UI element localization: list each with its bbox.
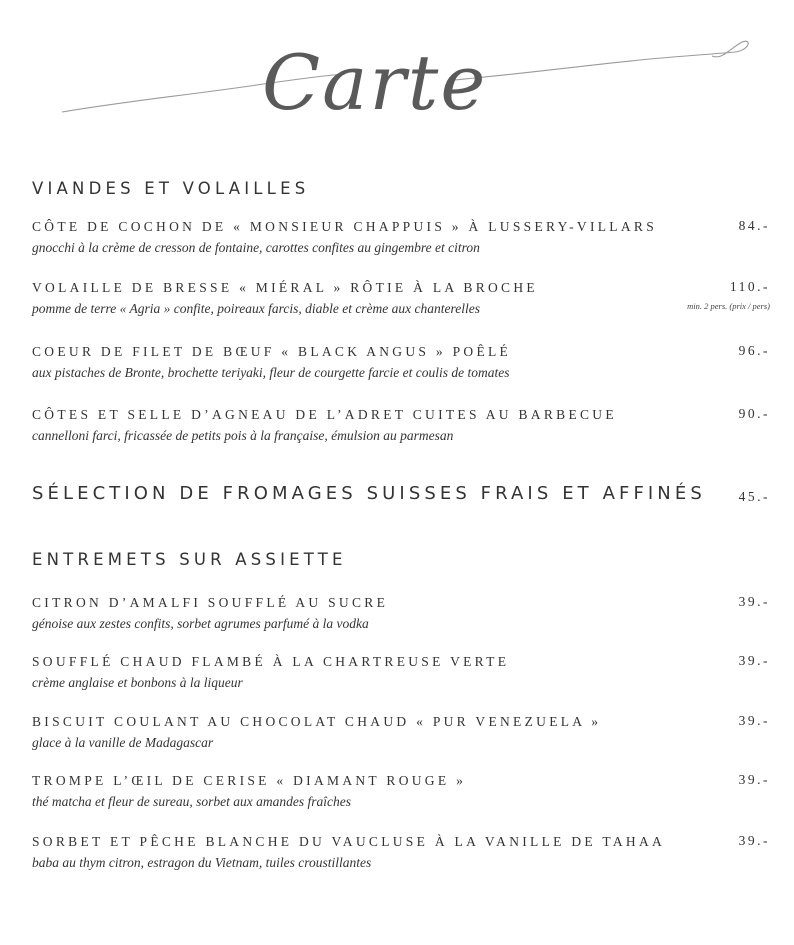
dish-description: génoise aux zestes confits, sorbet agrumes parfumé à la vodka xyxy=(32,616,369,631)
page-title: Carte xyxy=(262,38,488,127)
section-title-fromages: SÉLECTION DE FROMAGES SUISSES FRAIS ET AFFINÉS xyxy=(32,483,706,504)
dish-description: thé matcha et fleur de sureau, sorbet aux amandes fraîches xyxy=(32,794,351,809)
dish-price: 39.- xyxy=(738,833,770,848)
menu-item xyxy=(32,218,770,256)
menu-item xyxy=(32,772,770,810)
dish-description: cannelloni farci, fricassée de petits pois à la française, émulsion au parmesan xyxy=(32,428,454,443)
dish-description: aux pistaches de Bronte, brochette teriyaki, fleur de courgette farcie et coulis de tomates xyxy=(32,365,510,380)
section-title-viandes: VIANDES ET VOLAILLES xyxy=(32,179,310,198)
menu-item xyxy=(32,594,770,632)
dish-name: VOLAILLE DE BRESSE « MIÉRAL » RÔTIE À LA BROCHE xyxy=(32,280,538,295)
dish-description: glace à la vanille de Madagascar xyxy=(32,735,214,750)
dish-description: crème anglaise et bonbons à la liqueur xyxy=(32,675,243,690)
dish-name: CÔTES ET SELLE D’AGNEAU DE L’ADRET CUITES AU BARBECUE xyxy=(32,407,617,422)
dish-price: 39.- xyxy=(738,713,770,728)
section-title-entremets: ENTREMETS SUR ASSIETTE xyxy=(32,550,347,569)
menu-item xyxy=(32,713,770,751)
menu-item xyxy=(32,833,770,871)
dish-price: 110.- xyxy=(729,279,770,294)
dish-description: baba au thym citron, estragon du Vietnam, tuiles croustillantes xyxy=(32,855,372,870)
dish-price: 39.- xyxy=(738,594,770,609)
dish-price: 39.- xyxy=(738,772,770,787)
menu-item xyxy=(32,343,770,381)
dish-name: SOUFFLÉ CHAUD FLAMBÉ À LA CHARTREUSE VERTE xyxy=(32,654,510,669)
dish-description: pomme de terre « Agria » confite, poireaux farcis, diable et crème aux chanterelles xyxy=(32,301,481,316)
dish-name: CÔTE DE COCHON DE « MONSIEUR CHAPPUIS » À LUSSERY-VILLARS xyxy=(32,219,658,234)
dish-name: CITRON D’AMALFI SOUFFLÉ AU SUCRE xyxy=(32,595,389,610)
dish-price: 39.- xyxy=(738,653,770,668)
dish-price: 84.- xyxy=(738,218,770,233)
menu-item xyxy=(32,406,770,444)
menu-item xyxy=(32,279,770,317)
price-note: min. 2 pers. (prix / pers) xyxy=(687,301,770,311)
menu-item xyxy=(32,653,770,691)
dish-price: 90.- xyxy=(738,406,770,421)
dish-description: gnocchi à la crème de cresson de fontaine, carottes confites au gingembre et citron xyxy=(32,240,480,255)
fromages-price: 45.- xyxy=(738,489,770,504)
dish-name: TROMPE L’ŒIL DE CERISE « DIAMANT ROUGE » xyxy=(32,773,467,788)
dish-name: BISCUIT COULANT AU CHOCOLAT CHAUD « PUR VENEZUELA » xyxy=(32,714,602,729)
menu-header xyxy=(0,0,794,150)
dish-name: SORBET ET PÊCHE BLANCHE DU VAUCLUSE À LA VANILLE DE TAHAA xyxy=(32,834,666,849)
dish-price: 96.- xyxy=(738,343,770,358)
dish-name: COEUR DE FILET DE BŒUF « BLACK ANGUS » POÊLÉ xyxy=(32,344,512,359)
